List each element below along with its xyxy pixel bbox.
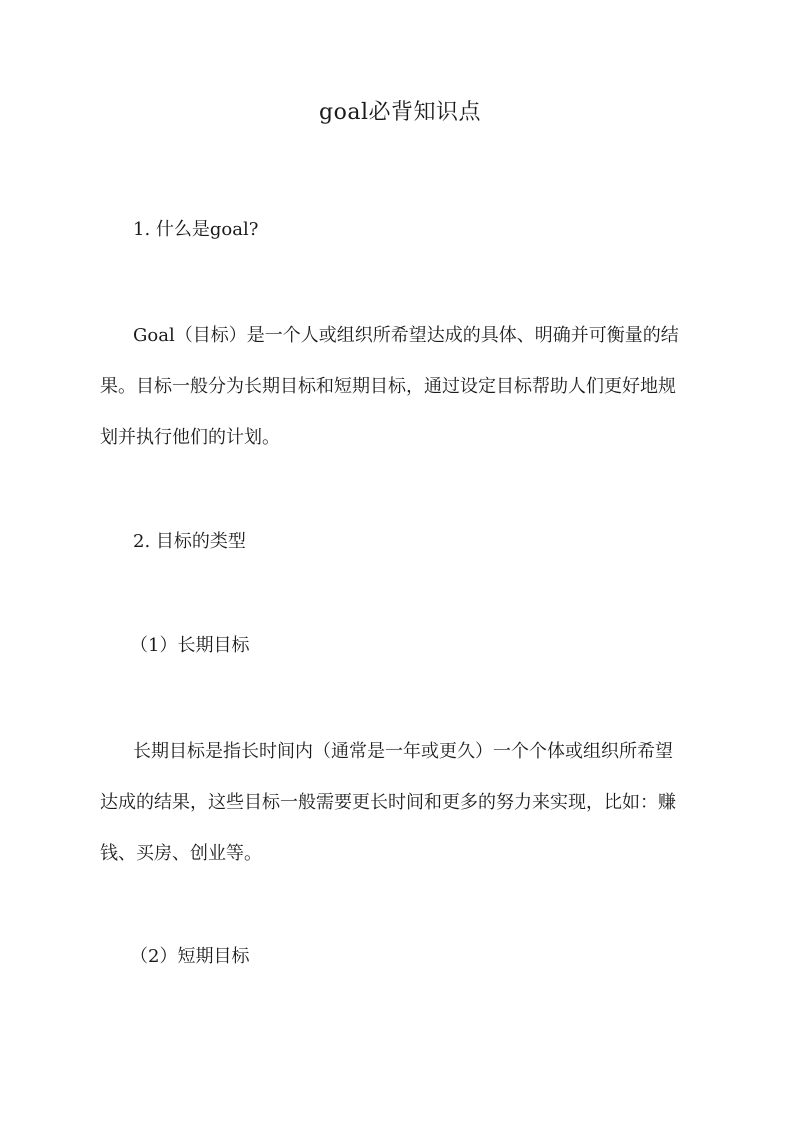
- document-title: goal必背知识点: [319, 100, 481, 125]
- short-term-heading: （2）短期目标: [130, 946, 250, 967]
- section-2-heading: 2. 目标的类型: [133, 531, 246, 552]
- paragraph-line: 果。目标一般分为长期目标和短期目标，通过设定目标帮助人们更好地规: [100, 376, 676, 397]
- paragraph-line: 达成的结果，这些目标一般需要更长时间和更多的努力来实现，比如：赚: [100, 792, 676, 813]
- paragraph-line: 划并执行他们的计划。: [100, 427, 280, 448]
- paragraph-line: 长期目标是指长时间内（通常是一年或更久）一个个体或组织所希望: [133, 741, 673, 762]
- long-term-heading: （1）长期目标: [130, 635, 250, 656]
- section-1-heading: 1. 什么是goal?: [133, 219, 259, 240]
- paragraph-line: 钱、买房、创业等。: [100, 843, 262, 864]
- paragraph-line: Goal（目标）是一个人或组织所希望达成的具体、明确并可衡量的结: [133, 325, 679, 346]
